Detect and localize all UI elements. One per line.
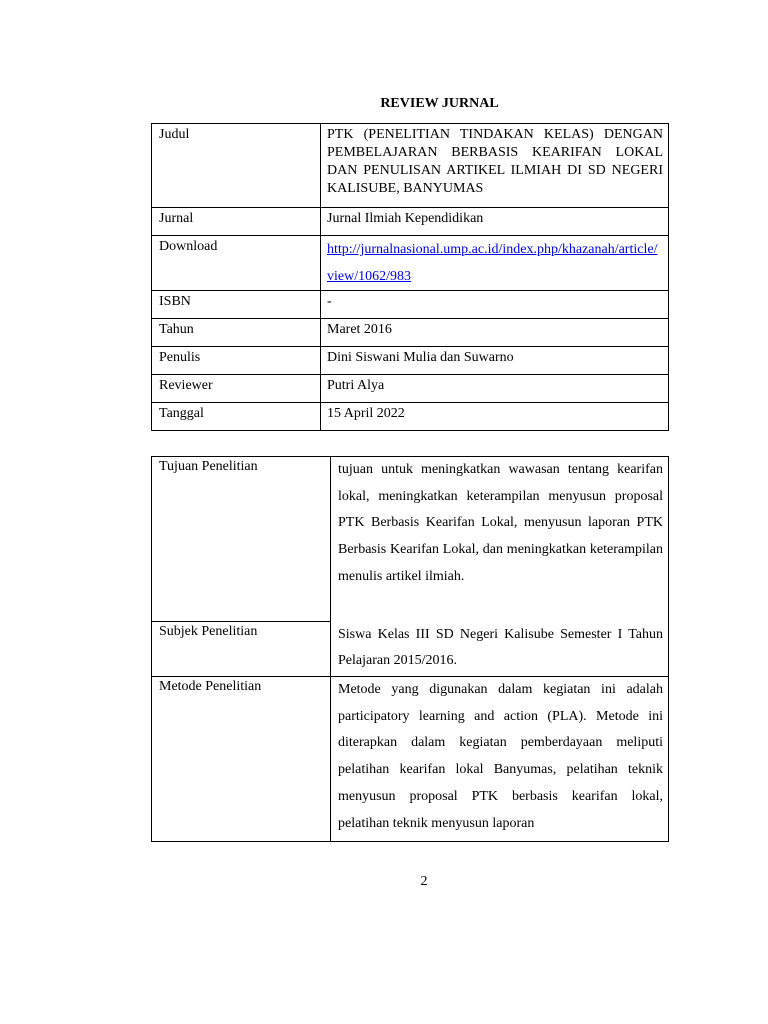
table-row — [152, 319, 669, 347]
table-row — [152, 347, 669, 375]
page-number: 2 — [420, 874, 428, 889]
table-row — [152, 622, 669, 677]
value-jurnal: Jurnal Ilmiah Kependidikan — [321, 208, 669, 236]
table-row — [152, 375, 669, 403]
table-row — [152, 403, 669, 431]
value-tahun: Maret 2016 — [321, 319, 669, 347]
table-row — [152, 457, 669, 622]
value-metode: Metode yang digunakan dalam kegiatan ini adalah participatory learning and action (PLA). Metode ini diterapkan dalam kegiatan pemberdayaan meliputi pelatihan kearifan lokal Banyumas, pelatihan teknik menyusun proposal PTK berbasis kearifan lokal, pelatihan teknik menyusun laporan — [331, 677, 669, 842]
value-penulis: Dini Siswani Mulia dan Suwarno — [321, 347, 669, 375]
label-download: Download — [152, 236, 321, 291]
download-link[interactable]: http://jurnalnasional.ump.ac.id/index.php/khazanah/article/view/1062/983 — [327, 242, 658, 284]
label-judul: Judul — [152, 124, 321, 208]
label-metode: Metode Penelitian — [152, 677, 331, 842]
label-penulis: Penulis — [152, 347, 321, 375]
label-reviewer: Reviewer — [152, 375, 321, 403]
label-isbn: ISBN — [152, 291, 321, 319]
value-isbn: - — [321, 291, 669, 319]
label-jurnal: Jurnal — [152, 208, 321, 236]
label-tanggal: Tanggal — [152, 403, 321, 431]
table-row — [152, 124, 669, 208]
label-subjek: Subjek Penelitian — [152, 622, 331, 677]
value-download-cell — [321, 236, 669, 291]
value-tanggal: 15 April 2022 — [321, 403, 669, 431]
value-judul: PTK (PENELITIAN TINDAKAN KELAS) DENGAN PEMBELAJARAN BERBASIS KEARIFAN LOKAL DAN PENULISAN ARTIKEL ILMIAH DI SD NEGERI KALISUBE, BANYUMAS — [321, 124, 669, 208]
journal-info-table — [151, 123, 669, 431]
page-title: REVIEW JURNAL — [380, 96, 499, 111]
review-table — [151, 456, 669, 842]
label-tujuan: Tujuan Penelitian — [152, 457, 331, 622]
value-tujuan: tujuan untuk meningkatkan wawasan tentang kearifan lokal, meningkatkan keterampilan menyusun proposal PTK Berbasis Kearifan Lokal, menyusun laporan PTK Berbasis Kearifan Lokal, dan meningkatkan keterampilan menulis artikel ilmiah. — [331, 457, 669, 622]
value-reviewer: Putri Alya — [321, 375, 669, 403]
value-subjek: Siswa Kelas III SD Negeri Kalisube Semester I Tahun Pelajaran 2015/2016. — [331, 622, 669, 677]
label-tahun: Tahun — [152, 319, 321, 347]
table-row — [152, 208, 669, 236]
table-row — [152, 236, 669, 291]
table-row — [152, 677, 669, 842]
table-row — [152, 291, 669, 319]
